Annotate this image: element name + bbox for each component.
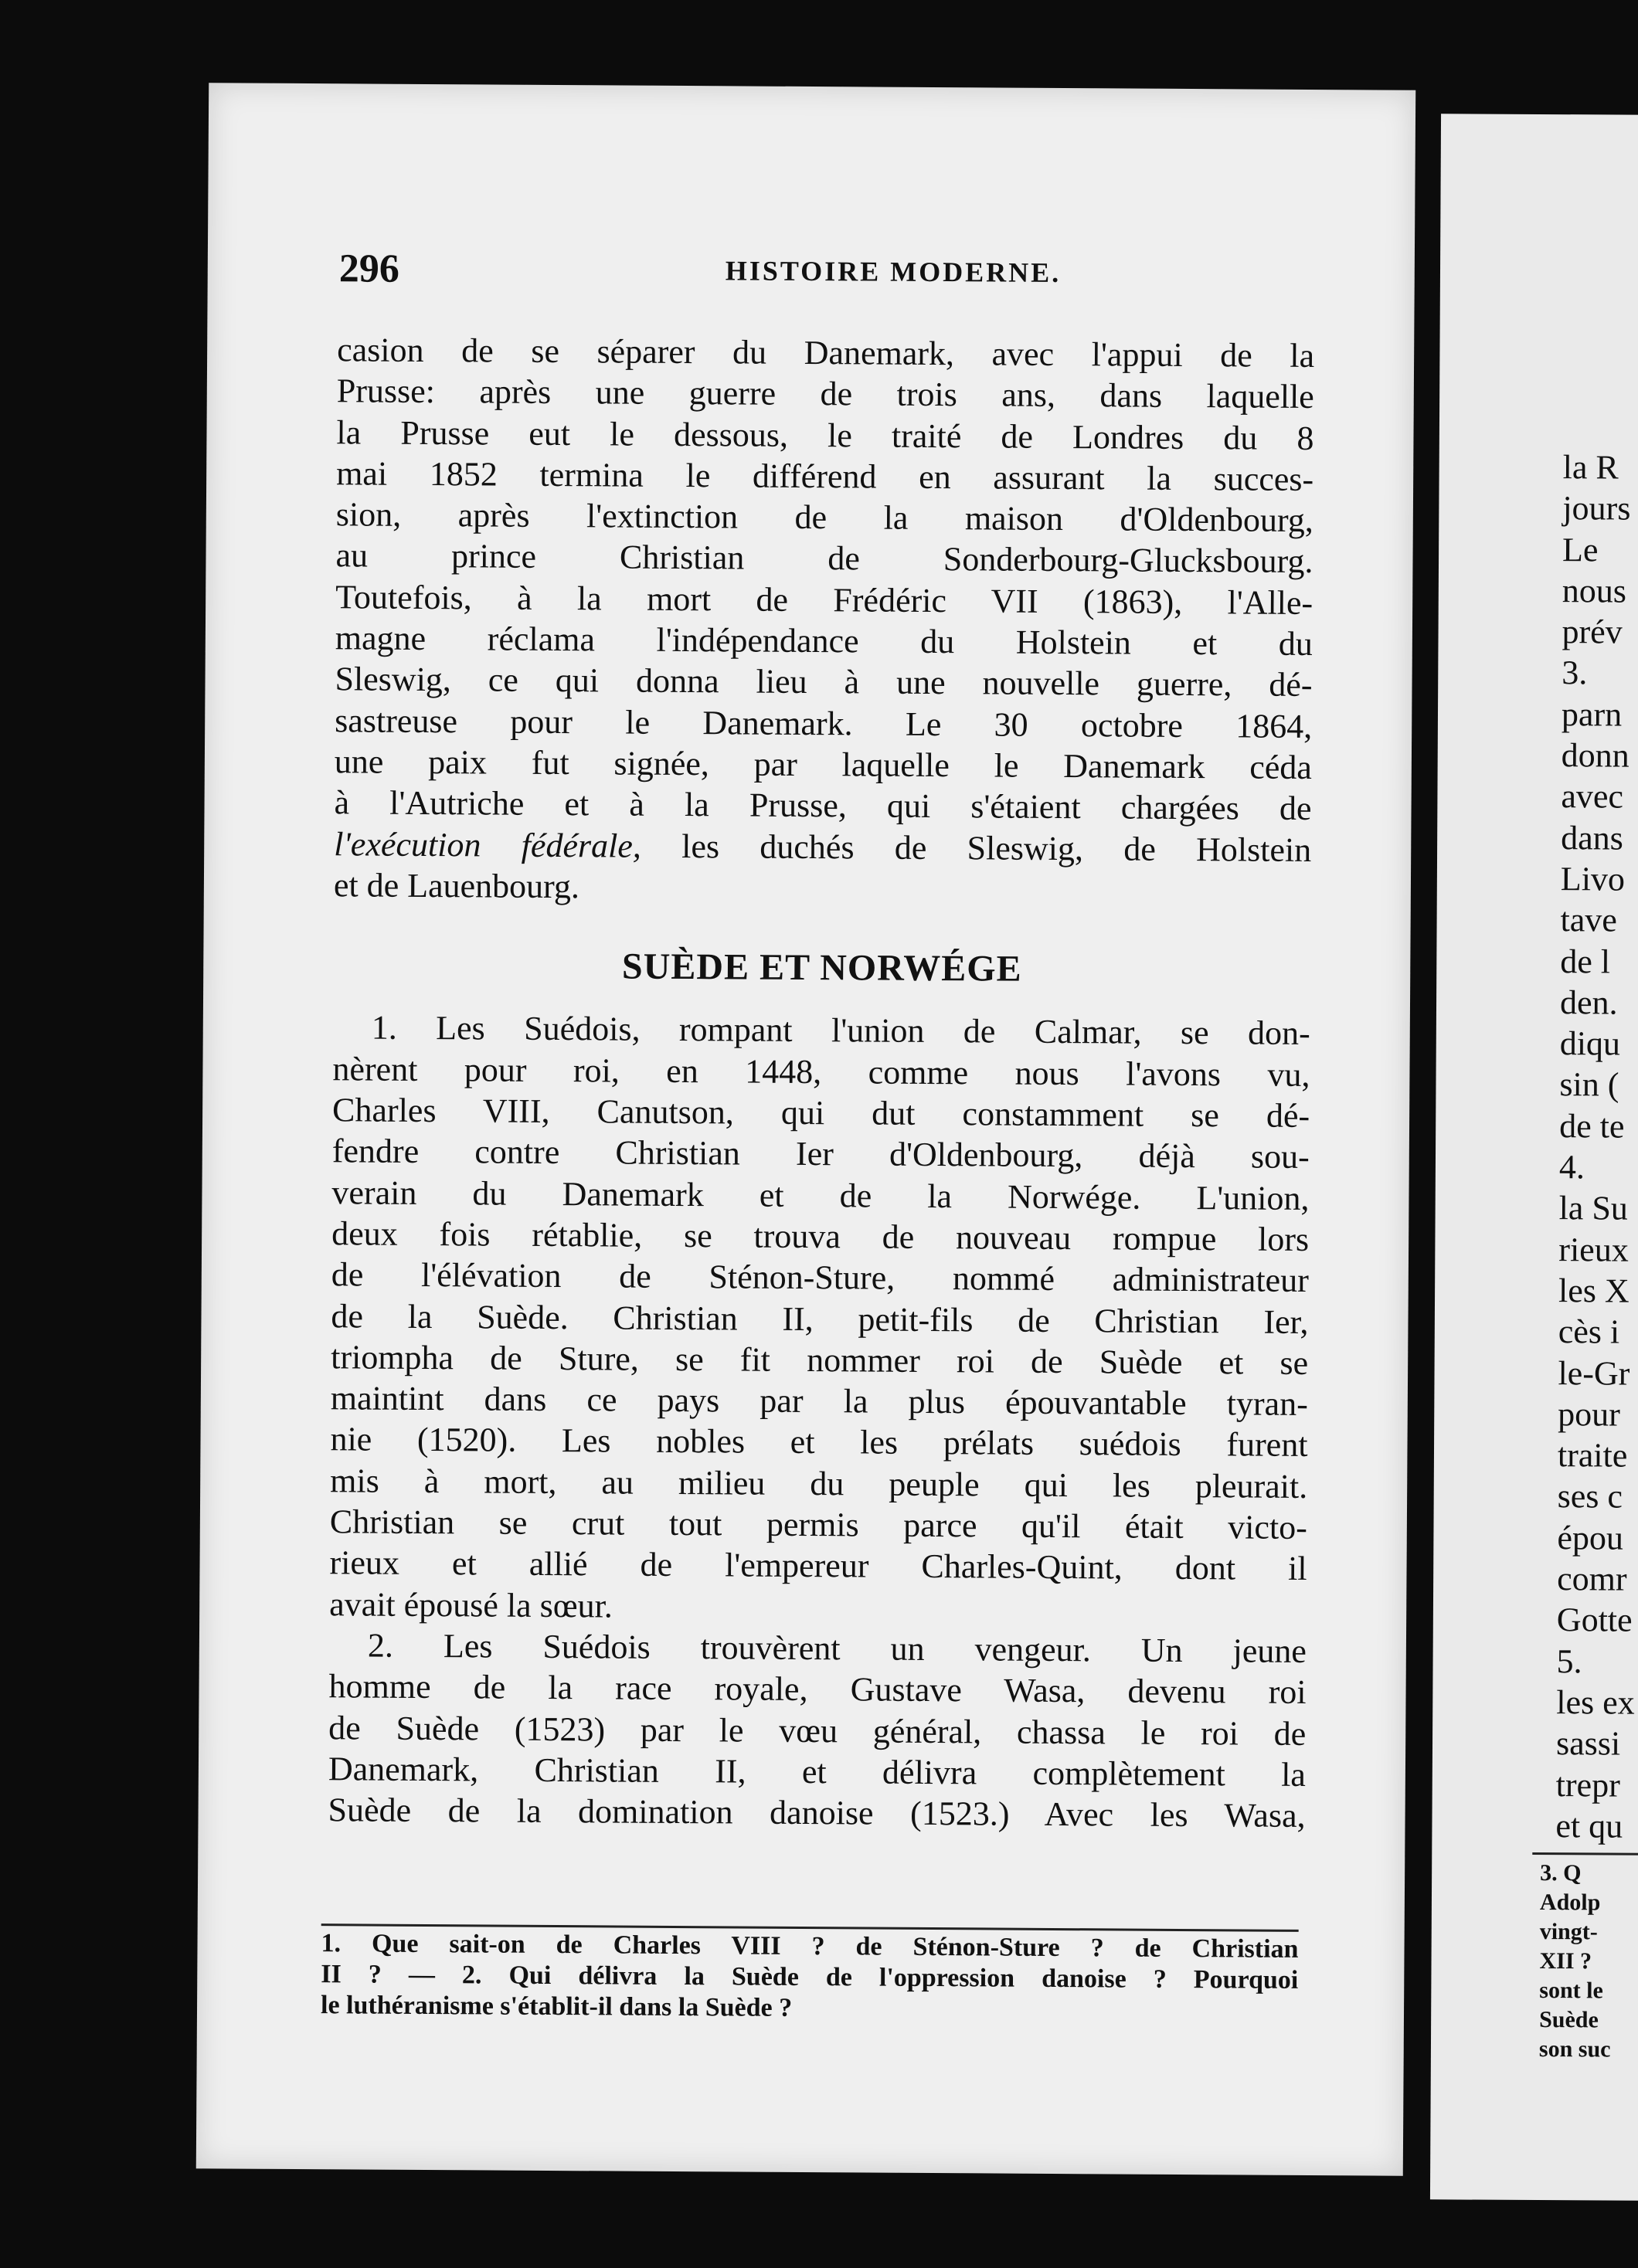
text-line: rieux et allié de l'empereur Charles-Quint, dont il <box>329 1543 1307 1588</box>
adjacent-page-text <box>1555 446 1638 1847</box>
section-heading: SUÈDE ET NORWÉGE <box>621 946 1022 990</box>
text-line: Toutefois, à la mort de Frédéric VII (1863), l'Alle- <box>335 578 1313 622</box>
footnote-line: 3. Q <box>1540 1860 1582 1886</box>
text-line: triompha de Sture, se fit nommer roi de Suède et se <box>331 1338 1309 1382</box>
text-line: mai 1852 termina le différend en assurant la succes- <box>336 454 1314 498</box>
text-line: ses c <box>1557 1477 1623 1516</box>
intro-paragraph <box>334 329 1315 912</box>
footnote-line: Adolp <box>1539 1889 1601 1916</box>
text-line: verain du Danemark et de la Norwége. L'union, <box>331 1173 1310 1217</box>
text-line: magne réclama l'indépendance du Holstein et du <box>335 619 1313 664</box>
text-line: avec <box>1561 777 1624 816</box>
text-line: les X <box>1558 1272 1630 1310</box>
text-line <box>334 823 1311 871</box>
text-line: mis à mort, au milieu du peuple qui les pleurait. <box>330 1461 1308 1506</box>
adjacent-page <box>1430 114 1638 2200</box>
footnote-line: XII ? <box>1539 1948 1592 1974</box>
text-line: le-Gr <box>1558 1353 1630 1393</box>
text-line: 2. Les Suédois trouvèrent un vengeur. Un jeune <box>367 1626 1307 1670</box>
footnote <box>321 1928 1299 2027</box>
text-line: sastreuse pour le Danemark. Le 30 octobre 1864, <box>335 701 1313 745</box>
text-line: épou <box>1557 1518 1624 1557</box>
text-line: une paix fut signée, par laquelle le Danemark céda <box>334 742 1313 786</box>
text-line: homme de la race royale, Gustave Wasa, devenu roi <box>328 1667 1307 1712</box>
footnote-line: II ? — 2. Qui délivra la Suède de l'oppression danoise ? Pourquoi <box>321 1960 1299 1995</box>
footnote-line: son suc <box>1538 2036 1611 2063</box>
text-line: Prusse: après une guerre de trois ans, dans laquelle <box>336 372 1314 416</box>
text-line: nèrent pour roi, en 1448, comme nous l'avons vu, <box>332 1050 1310 1094</box>
adjacent-footnote-rule <box>1532 1852 1638 1855</box>
text-line: deux fois rétablie, se trouva de nouveau rompue lors <box>331 1214 1310 1258</box>
text-line: maintint dans ce pays par la plus épouvantable tyran- <box>330 1379 1308 1424</box>
text-line: de te <box>1559 1106 1625 1146</box>
text-line: Sleswig, ce qui donna lieu à une nouvelle guerre, dé- <box>335 660 1313 705</box>
text-line: avait épousé la sœur. <box>329 1584 613 1625</box>
text-line: Gotte <box>1556 1601 1633 1639</box>
text-line: diqu <box>1559 1024 1621 1063</box>
text-line: parn <box>1561 694 1623 734</box>
footnote-line: sont le <box>1539 1978 1603 2004</box>
text-line: Christian se crut tout permis parce qu'il était victo- <box>329 1502 1308 1547</box>
text-line: de la Suède. Christian II, petit-fils de Christian Ier, <box>331 1296 1309 1341</box>
italic-phrase: l'exécution fédérale, <box>334 824 642 865</box>
text-line: casion de se séparer du Danemark, avec l'appui de la <box>337 331 1315 375</box>
text-line: dans <box>1561 818 1623 857</box>
text-line: fendre contre Christian Ier d'Oldenbourg, déjà sou- <box>331 1132 1310 1176</box>
text-line: de l <box>1560 942 1611 981</box>
text-line: nie (1520). Les nobles et les prélats suédois furent <box>330 1420 1308 1465</box>
paragraph-2 <box>328 1625 1307 1836</box>
text-line: rieux <box>1558 1230 1629 1269</box>
text-line: prév <box>1562 613 1623 651</box>
text-line: trepr <box>1555 1765 1620 1805</box>
page-number: 296 <box>338 246 399 291</box>
text-line: 3. <box>1562 654 1588 692</box>
text-line: jours <box>1562 489 1631 528</box>
adjacent-page-footnote <box>1539 1859 1612 2064</box>
text-line: à l'Autriche et à la Prusse, qui s'étaient chargées de <box>334 783 1312 828</box>
text-line: Livo <box>1560 860 1626 898</box>
text-fragment: les duchés de Sleswig, de Holstein <box>641 827 1312 869</box>
text-line: pour <box>1558 1394 1621 1434</box>
footnote-line: le luthéranisme s'établit-il dans la Suède ? <box>320 1991 793 2022</box>
text-line: sassi <box>1555 1724 1621 1763</box>
text-line: la R <box>1562 448 1619 487</box>
footnote-line: 1. Que sait-on de Charles VIII ? de Sténon-Sture ? de Christian <box>321 1929 1299 1964</box>
text-line: comr <box>1557 1560 1627 1598</box>
text-line: nous <box>1562 572 1627 610</box>
footnote-line: Suède <box>1539 2007 1599 2033</box>
text-line: et de Lauenbourg. <box>333 866 580 906</box>
text-line: la Prusse eut le dessous, le traité de Londres du 8 <box>336 413 1314 457</box>
running-head: HISTOIRE MODERNE. <box>725 255 1062 288</box>
text-line: 1. Les Suédois, rompant l'union de Calmar, se don- <box>371 1009 1310 1053</box>
paragraph-1 <box>329 1007 1310 1631</box>
text-line: sion, après l'extinction de la maison d'Oldenbourg, <box>335 495 1313 540</box>
text-line: sin ( <box>1559 1065 1619 1104</box>
text-line: de l'élévation de Sténon-Sture, nommé administrateur <box>331 1255 1309 1300</box>
text-line: traite <box>1557 1436 1628 1475</box>
footnote-line: vingt- <box>1539 1919 1598 1945</box>
text-line: Le <box>1562 530 1599 569</box>
text-line: de Suède (1523) par le vœu général, chassa le roi de <box>328 1708 1307 1753</box>
main-text <box>328 329 1314 1836</box>
text-line: tave <box>1560 901 1618 939</box>
text-line: Charles VIII, Canutson, qui dut constamment se dé- <box>331 1091 1310 1136</box>
text-line: den. <box>1559 983 1618 1022</box>
text-line: donn <box>1561 736 1630 775</box>
page-header <box>339 246 1313 298</box>
text-line: la Su <box>1558 1189 1629 1227</box>
text-line: les ex <box>1556 1683 1635 1722</box>
text-line: et qu <box>1555 1806 1623 1845</box>
book-page <box>196 83 1415 2175</box>
text-line: 5. <box>1556 1642 1582 1680</box>
text-line: 4. <box>1558 1148 1585 1187</box>
text-line: Danemark, Christian II, et délivra complètement la <box>328 1750 1307 1794</box>
text-line: au prince Christian de Sonderbourg-Glucksbourg. <box>335 536 1313 581</box>
text-line: cès i <box>1558 1312 1620 1351</box>
text-line: Suède de la domination danoise (1523.) Avec les Wasa, <box>328 1791 1306 1835</box>
